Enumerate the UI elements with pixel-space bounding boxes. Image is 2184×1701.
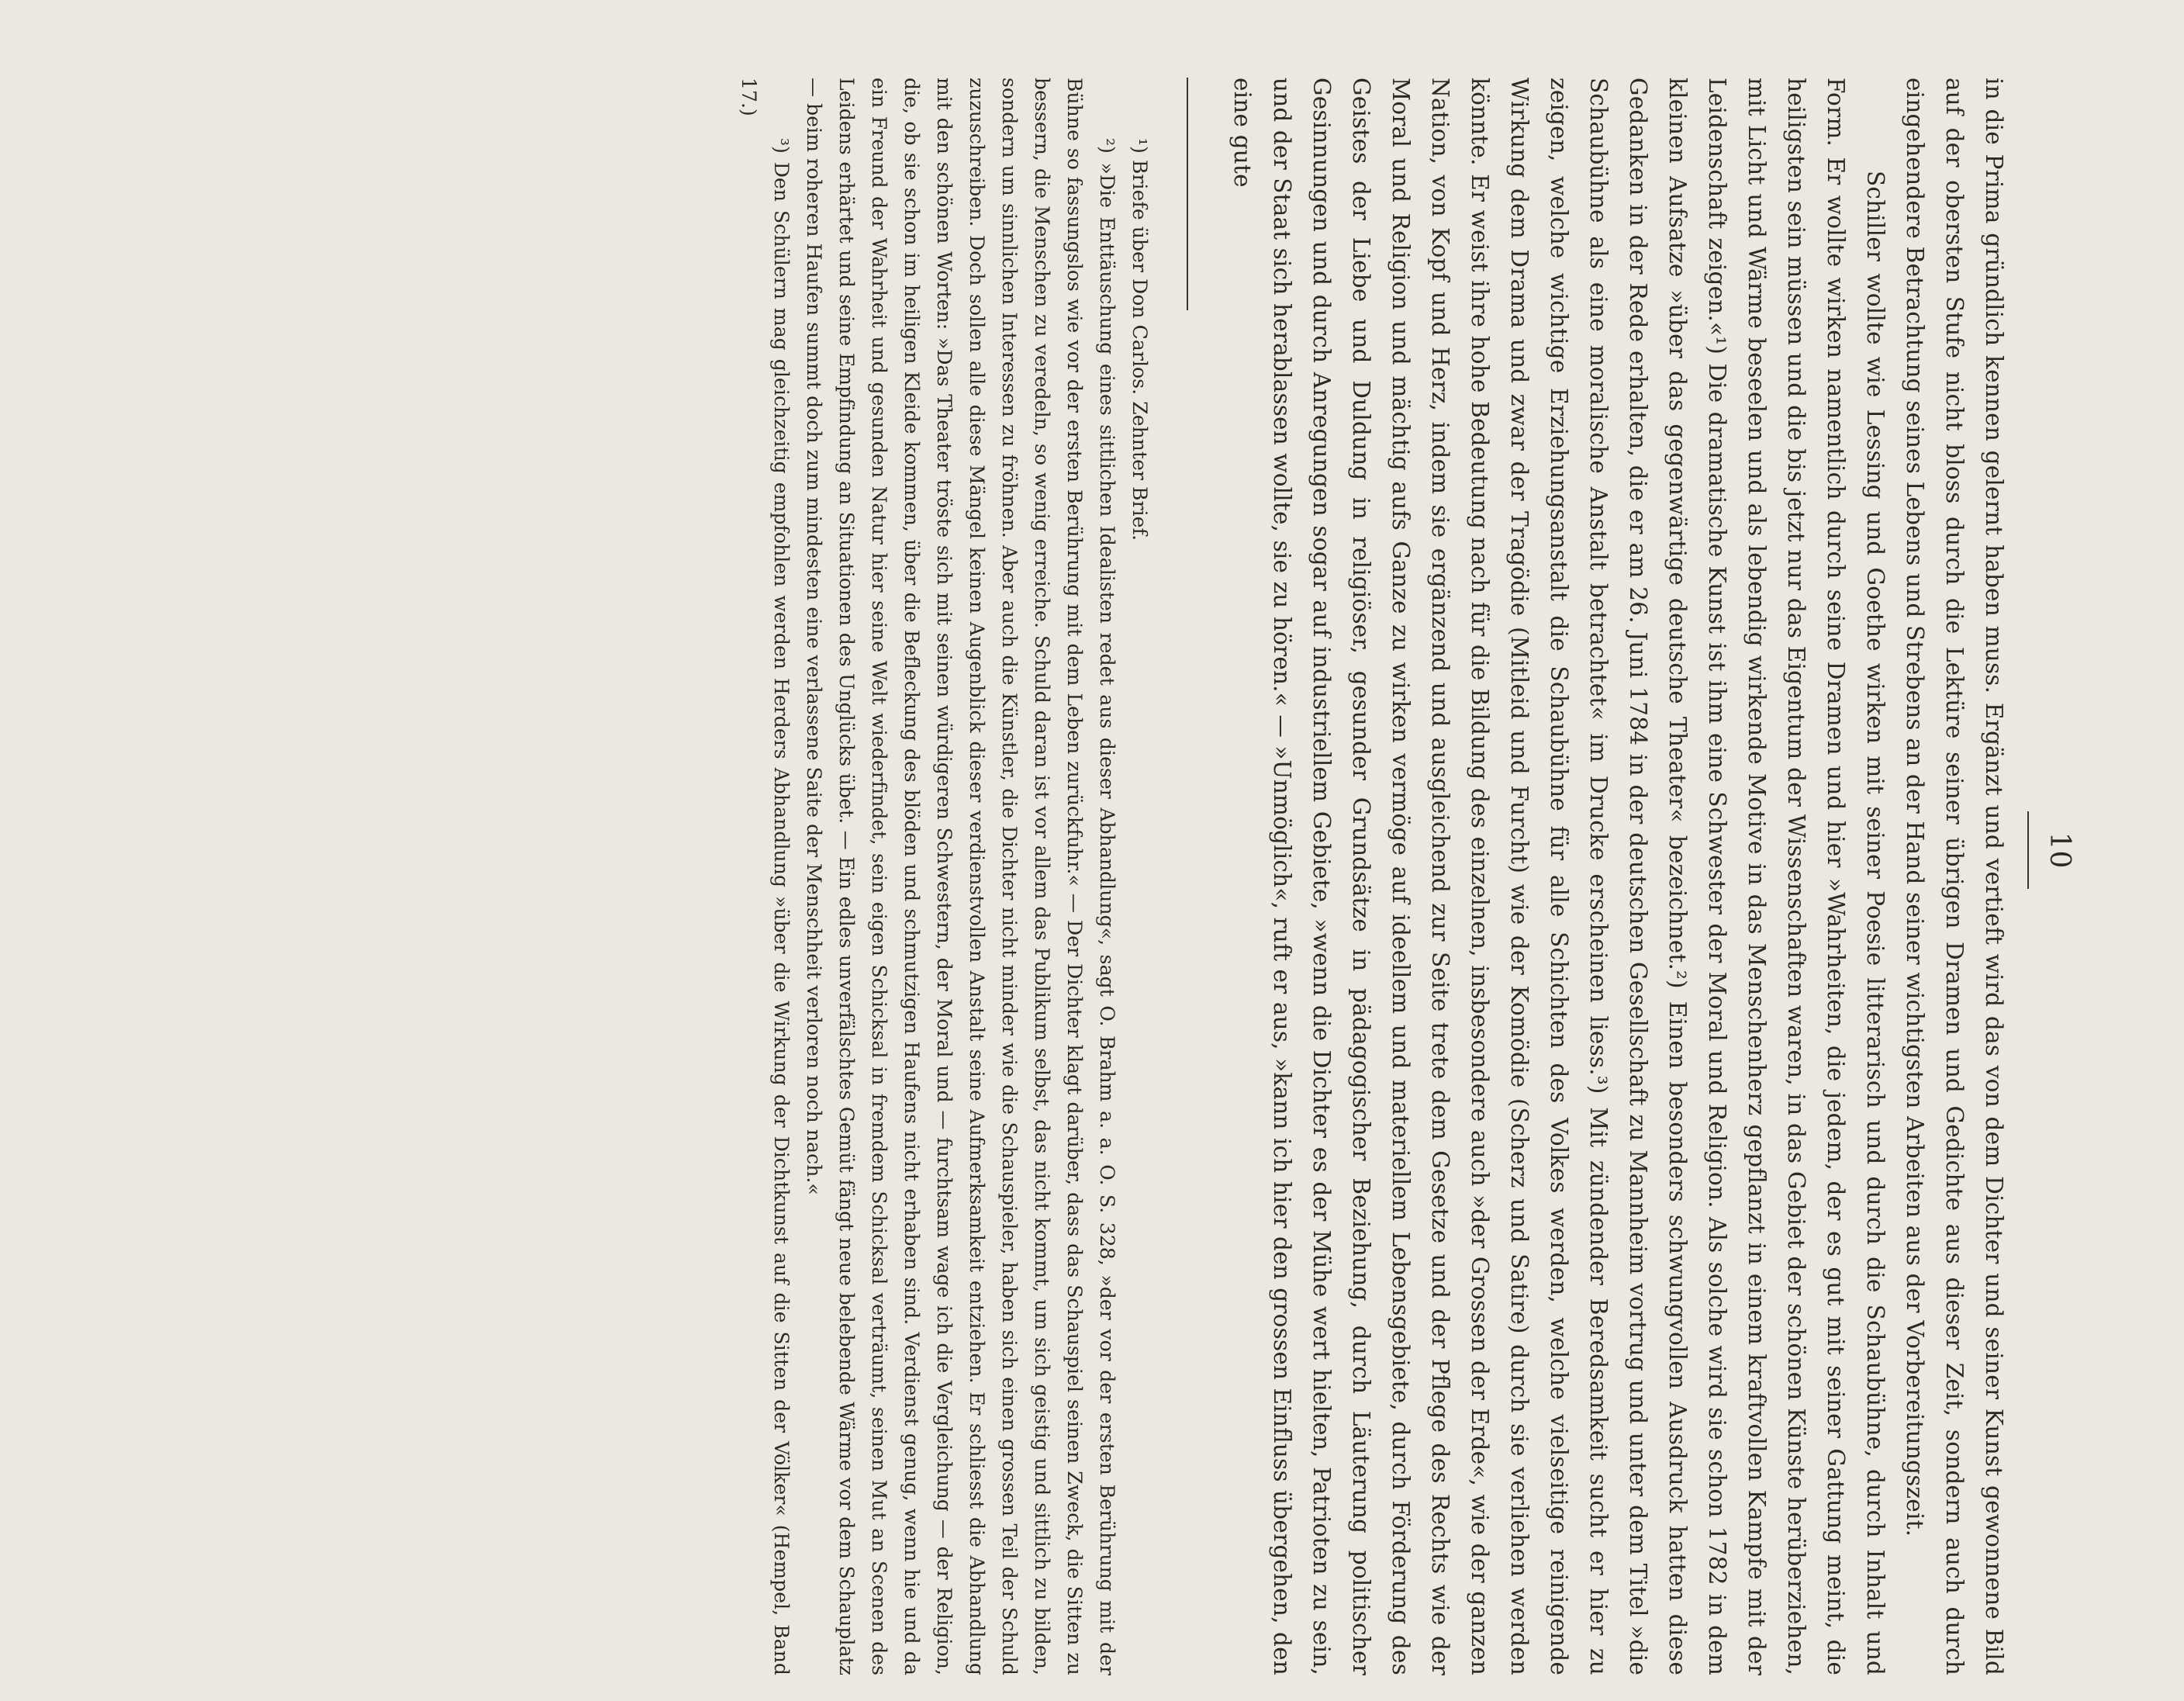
paragraph-schiller: Schiller wollte wie Lessing und Goethe wirken mit seiner Poesie litterarisch und durch die Schaubühne, durch Inhalt und Form. Er wollte wirken namentlich durch seine Dramen und hier »Wahrheiten, die jedem, der es gut mit seiner Gattung meint, die heiligsten sein müssen und die bis jetzt nur das Eigentum der Wissenschaften waren, in das Gebiet der schönen Künste herüberziehen, mit Licht und Wärme beseelen und als lebendig wirkende Motive in das Menschenherz gepflanzt in einem kraftvollen Kampfe mit der Leidenschaft zeigen.«¹) Die dramatische Kunst ist ihm eine Schwester der Moral und Religion. Als solche wird sie schon 1782 in dem kleinen Aufsatze »über das gegenwärtige deutsche Theater« bezeichnet.²) Einen besonders schwungvollen Ausdruck hatten diese Gedanken in der Rede erhalten, die er am 26. Juni 1784 in der deutschen Gesellschaft zu Mannheim vortrug und unter dem Titel »die Schaubühne als eine moralische Anstalt betrachtet« im Drucke erscheinen liess.³) Mit zündender Beredsamkeit sucht er hier zu zeigen, welche wichtige Erziehungsanstalt die Schaubühne für alle Schichten des Volkes werden, welche vielseitige reinigende Wirkung dem Drama und zwar der Tragödie (Mitleid und Furcht) wie der Komödie (Scherz und Satire) durch sie verliehen werden könnte. Er weist ihre hohe Bedeutung nach für die Bildung des einzelnen, insbesondere auch »der Grossen der Erde«, wie der ganzen Nation, von Kopf und Herz, indem sie ergänzend und ausgleichend zur Seite trete dem Gesetze und der Pflege des Rechts wie der Moral und Religion und mächtig aufs Ganze zu wirken vermöge auf ideellem und materiellem Lebensgebiete, durch Förderung des Geistes der Liebe und Duldung in religiöser, gesunder Grundsätze in pädagogischer Beziehung, durch Läuterung politischer Gesinnungen und durch Anregungen sogar auf industriellem Gebiete, »wenn die Dichter es der Mühe wert hielten, Patrioten zu sein, und der Staat sich herablassen wollte, sie zu hören.« — »Unmöglich«, ruft er aus, »kann ich hier den grossen Einfluss übergehen, den eine gute bbox=[1229, 78, 1889, 1675]
footnote-rule bbox=[1187, 78, 1188, 310]
page-number: 10 bbox=[2044, 831, 2075, 870]
footnotes bbox=[732, 78, 1156, 1675]
footnote-3: ³) Den Schülern mag gleichzeitig empfohlen werden Herders Abhandlung »über die Wirkung der Dichtkunst auf die Sitten der Völker« (Hempel, Band 17.) bbox=[738, 78, 793, 1675]
footnote-2: ²) »Die Enttäuschung eines sittlichen Idealisten redet aus dieser Abhandlung«, sagt O. Brahm a. a. O. S. 328, »der vor der ersten Berührung mit der Bühne so fassungslos wie vor der ersten Berührung mit dem Leben zurückfuhr.« — Der Dichter klagt darüber, dass das Schauspiel seinen Zweck, die Sitten zu bessern, die Menschen zu veredeln, so wenig erreiche. Schuld daran ist vor allem das Publikum selbst, das nicht kommt, um sich geistig und sittlich zu bilden, sondern um sinnlichen Interessen zu fröhnen. Aber auch die Künstler, die Dichter nicht minder wie die Schauspieler, haben sich einen grossen Teil der Schuld zuzuschreiben. Doch sollen alle diese Mängel keinen Augenblick dieser verdienstvollen Anstalt seine Aufmerksamkeit entziehen. Er schliesst die Abhandlung mit den schönen Worten: »Das Theater tröste sich mit seinen würdigeren Schwestern, der Moral und — furchtsam wage ich die Vergleichung — der Religion, die, ob sie schon im heiligen Kleide kommen, über die Befleckung des blöden und schmutzigen Haufens nicht erhaben sind. Verdienst genug, wenn hie und da ein Freund der Wahrheit und gesunden Natur hier seine Welt wiederfindet, sein eigen Schicksal in fremdem Schicksal verträumt, seinen Mut an Scenen des Leidens erhärtet und seine Empfindung an Situationen des Unglücks übet. — Ein edles unverfälschtes Gemüt fängt neue belebende Wärme vor dem Schauplatz — beim roheren Haufen summt doch zum mindesten eine verlassene Saite der Menschheit verloren noch nach.« bbox=[803, 78, 1118, 1675]
page-body bbox=[732, 78, 2013, 1675]
paragraph-continuation: in die Prima gründlich kennen gelernt haben muss. Ergänzt und vertieft wird das von dem Dichter und seiner Kunst gewonnene Bild auf der obersten Stufe nicht bloss durch die Lektüre seiner übrigen Dramen und Gedichte aus dieser Zeit, sondern auch durch eingehendere Betrachtung seines Lebens und Strebens an der Hand seiner wichtigsten Arbeiten aus der Vorbereitungszeit. bbox=[1902, 78, 2007, 1675]
header-rule bbox=[2027, 811, 2029, 889]
footnote-1: ¹) Briefe über Don Carlos. Zehnter Brief. bbox=[1128, 138, 1151, 541]
